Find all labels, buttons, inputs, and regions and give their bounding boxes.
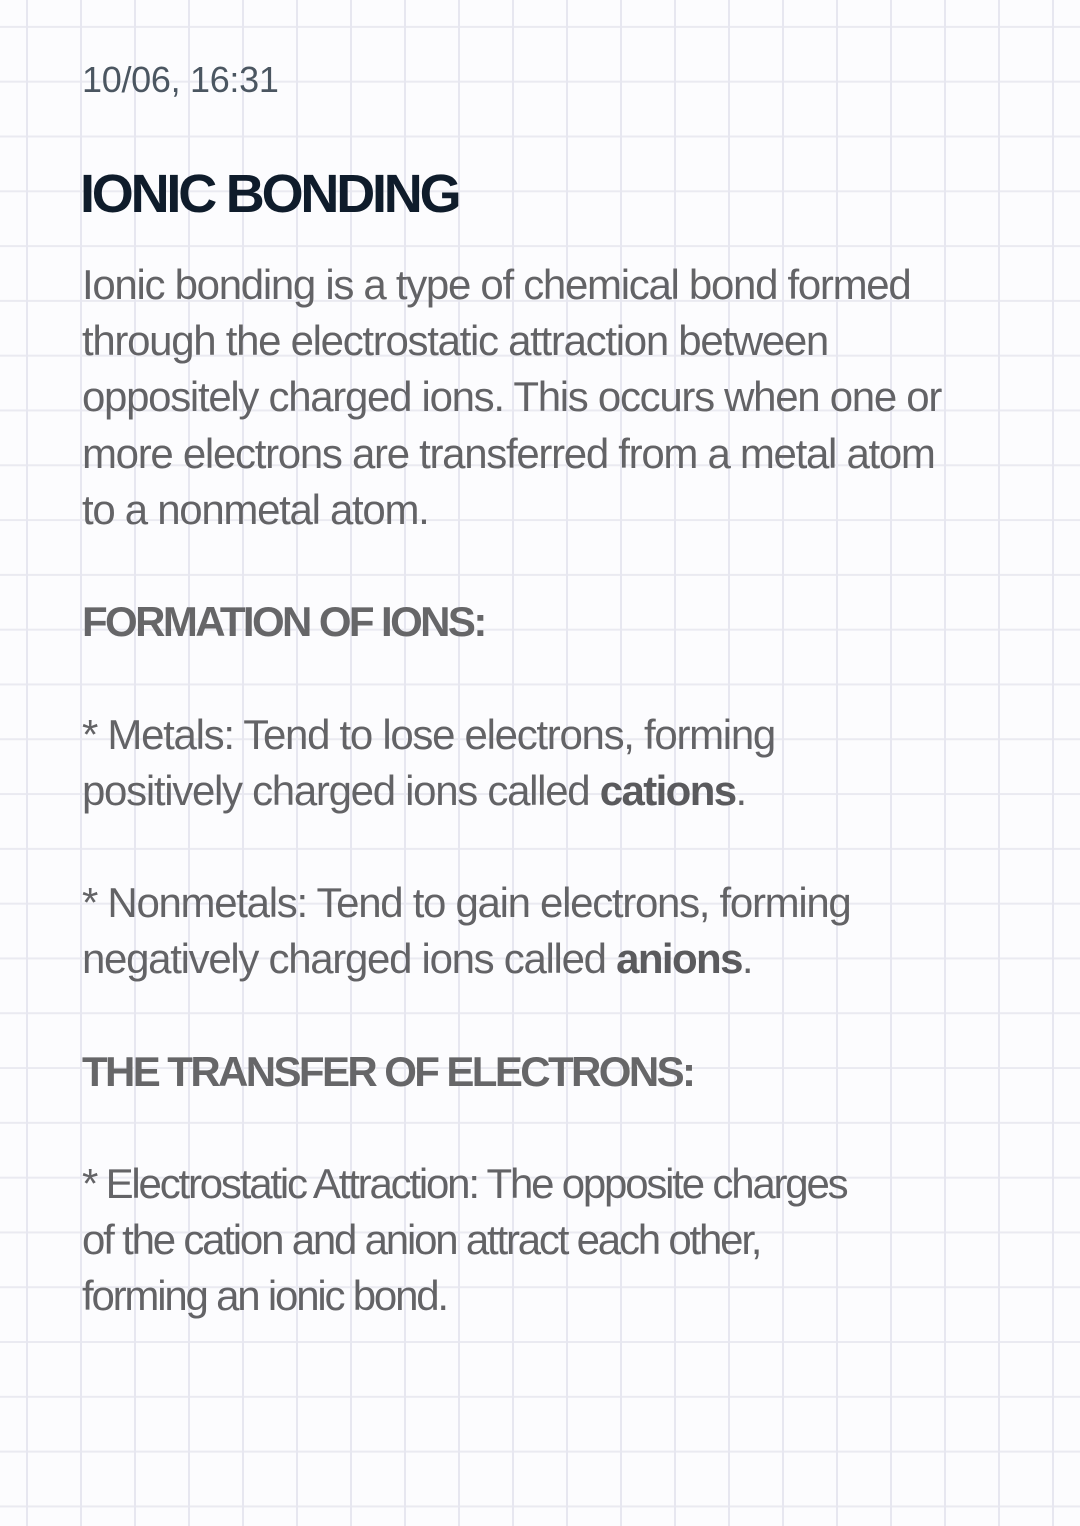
blank-line xyxy=(82,987,1042,1043)
section-heading-transfer-of-electrons: THE TRANSFER OF ELECTRONS: xyxy=(82,1047,694,1095)
bullet-metals-line2 xyxy=(82,763,1042,819)
intro-line: more electrons are transferred from a metal atom xyxy=(82,429,935,477)
bullet-electrostatic-line3: forming an ionic bond. xyxy=(82,1272,447,1320)
bullet-text: . xyxy=(741,935,753,983)
intro-line: Ionic bonding is a type of chemical bond formed xyxy=(82,261,911,308)
blank-line xyxy=(82,819,1042,875)
blank-line xyxy=(82,650,1042,706)
bullet-nonmetals-line1: * Nonmetals: Tend to gain electrons, forming xyxy=(82,879,851,927)
note-title: IONIC BONDING xyxy=(80,164,459,224)
section-heading-formation-of-ions: FORMATION OF IONS: xyxy=(82,598,485,646)
intro-line: oppositely charged ions. This occurs when one or xyxy=(82,373,942,421)
bullet-electrostatic-line1: * Electrostatic Attraction: The opposite charges xyxy=(82,1160,847,1207)
bullet-text: negatively charged ions called xyxy=(82,935,617,983)
bullet-electrostatic-line2: of the cation and anion attract each other, xyxy=(82,1216,761,1264)
note-body[interactable] xyxy=(82,257,1042,1325)
bold-term-cations: cations xyxy=(599,766,736,814)
bullet-text: . xyxy=(735,766,746,814)
intro-line: through the electrostatic attraction between xyxy=(82,317,828,365)
bullet-metals-line1: * Metals: Tend to lose electrons, forming xyxy=(82,710,775,758)
intro-line: to a nonmetal atom. xyxy=(82,485,429,533)
blank-line xyxy=(82,1100,1042,1156)
bullet-text: positively charged ions called xyxy=(82,766,600,814)
bullet-nonmetals-line2 xyxy=(82,931,1042,987)
blank-line xyxy=(82,538,1042,594)
note-timestamp: 10/06, 16:31 xyxy=(82,59,279,100)
bold-term-anions: anions xyxy=(616,935,742,983)
